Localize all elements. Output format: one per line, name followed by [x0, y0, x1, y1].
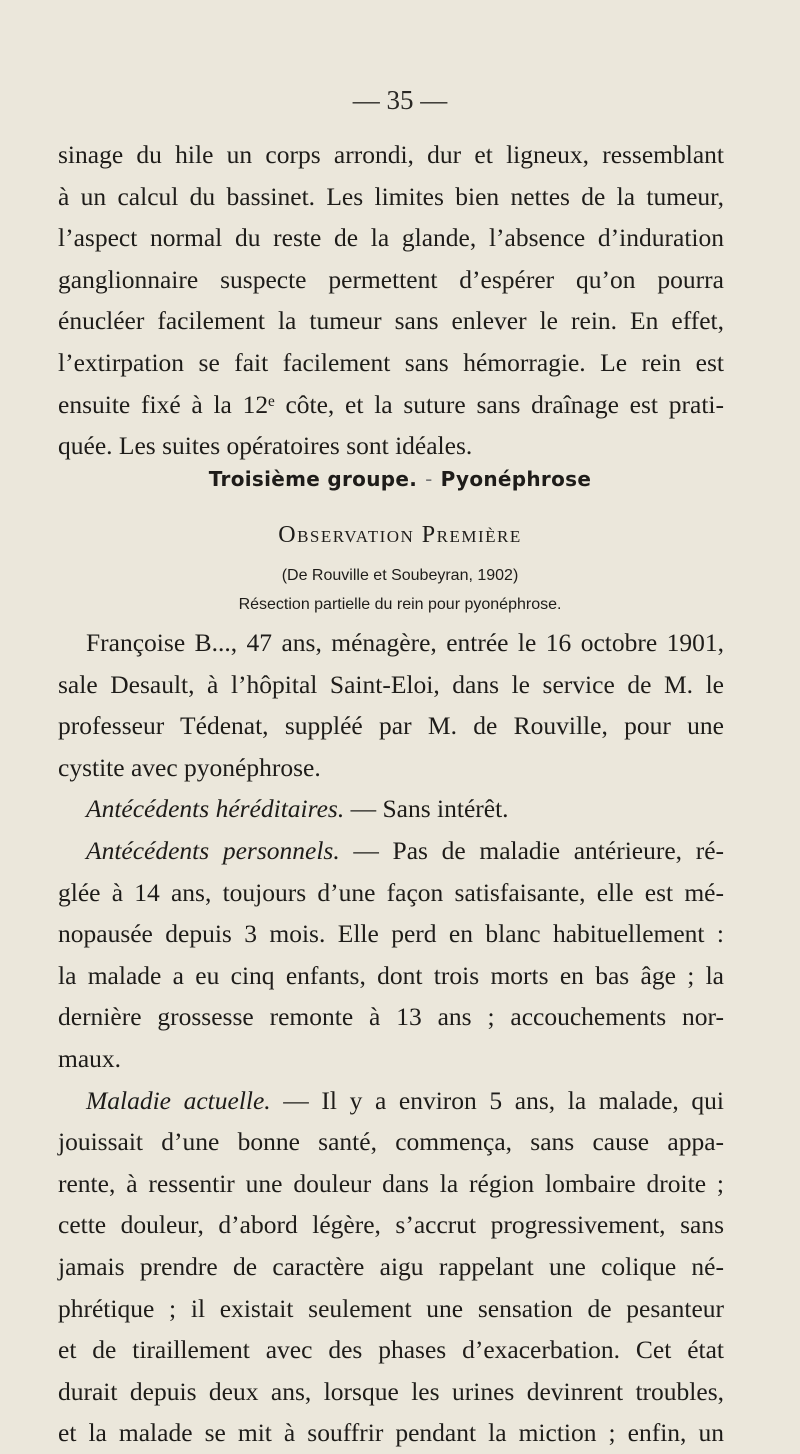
current-illness-line — [58, 1080, 724, 1122]
text-line: cette douleur, d’abord légère, s’accrut progressivement, sans — [58, 1210, 724, 1240]
text-line: ensuite fixé à la 12ᵉ côte, et la suture sans draînage est prati- — [58, 389, 724, 419]
hereditary-label: Antécédents héréditaires. — [86, 794, 345, 824]
citation: (De Rouville et Soubeyran, 1902) — [281, 567, 519, 584]
text-line: à un calcul du bassinet. Les limites bien nettes de la tumeur, — [58, 181, 724, 211]
text-line: sinage du hile un corps arrondi, dur et ligneux, ressemblant — [58, 140, 724, 169]
personal-text: — Pas de maladie antérieure, ré- — [339, 835, 725, 865]
page-number: — 35 — — [352, 85, 448, 115]
text-line: sale Desault, à l’hôpital Saint-Eloi, dans le service de M. le — [58, 669, 724, 699]
paragraph-case-history — [58, 622, 724, 1454]
text-line: jouissait d’une bonne santé, commença, sans cause appa- — [58, 1127, 724, 1157]
observation-heading: Observation Première — [278, 522, 522, 548]
text-line: rente, à ressentir une douleur dans la région lombaire droite ; — [58, 1168, 724, 1198]
text-line: et la malade se mit à souffrir pendant la miction ; enfin, un — [58, 1418, 724, 1448]
group-label: Troisième groupe. — [208, 467, 418, 491]
text-line: ganglionnaire suspecte permettent d’espérer qu’on pourra — [58, 264, 724, 294]
text-line: l’extirpation se fait facilement sans hémorragie. Le rein est — [58, 347, 724, 377]
observation-subtitle: Résection partielle du rein pour pyonéphrose. — [238, 596, 562, 613]
text-line: jamais prendre de caractère aigu rappelant une colique né- — [58, 1251, 724, 1281]
current-label: Maladie actuelle. — [86, 1085, 271, 1115]
text-line: nopausée depuis 3 mois. Elle perd en blanc habituellement : — [58, 919, 724, 949]
hereditary-text: — Sans intérêt. — [344, 794, 509, 824]
personal-label: Antécédents personnels. — [86, 835, 340, 865]
text-line: glée à 14 ans, toujours d’une façon satisfaisante, elle est mé- — [58, 877, 724, 907]
text-line: la malade a eu cinq enfants, dont trois morts en bas âge ; la — [58, 960, 724, 990]
text-line: quée. Les suites opératoires sont idéales. — [58, 431, 473, 461]
text-line: Françoise B..., 47 ans, ménagère, entrée le 16 octobre 1901, — [86, 628, 724, 657]
text-line: l’aspect normal du reste de la glande, l’absence d’induration — [58, 223, 724, 253]
text-line: énucléer facilement la tumeur sans enlever le rein. En effet, — [58, 306, 724, 336]
personal-history-line — [58, 830, 724, 872]
text-line: cystite avec pyonéphrose. — [58, 752, 321, 782]
heading-dash: - — [425, 467, 433, 491]
group-topic: Pyonéphrose — [440, 467, 592, 491]
text-line: durait depuis deux ans, lorsque les urines devinrent troubles, — [58, 1376, 724, 1406]
text-line: et de tiraillement avec des phases d’exacerbation. Cet état — [58, 1335, 724, 1365]
hereditary-history-line — [58, 788, 724, 830]
current-text: — Il y a environ 5 ans, la malade, qui — [270, 1085, 724, 1115]
text-line: dernière grossesse remonte à 13 ans ; accouchements nor- — [58, 1002, 724, 1032]
text-line: phrétique ; il existait seulement une sensation de pesanteur — [58, 1293, 724, 1323]
section-heading — [0, 467, 800, 491]
paragraph-surgery-description — [58, 134, 724, 467]
text-line: professeur Tédenat, suppléé par M. de Rouville, pour une — [58, 711, 724, 741]
text-line: maux. — [58, 1043, 122, 1073]
